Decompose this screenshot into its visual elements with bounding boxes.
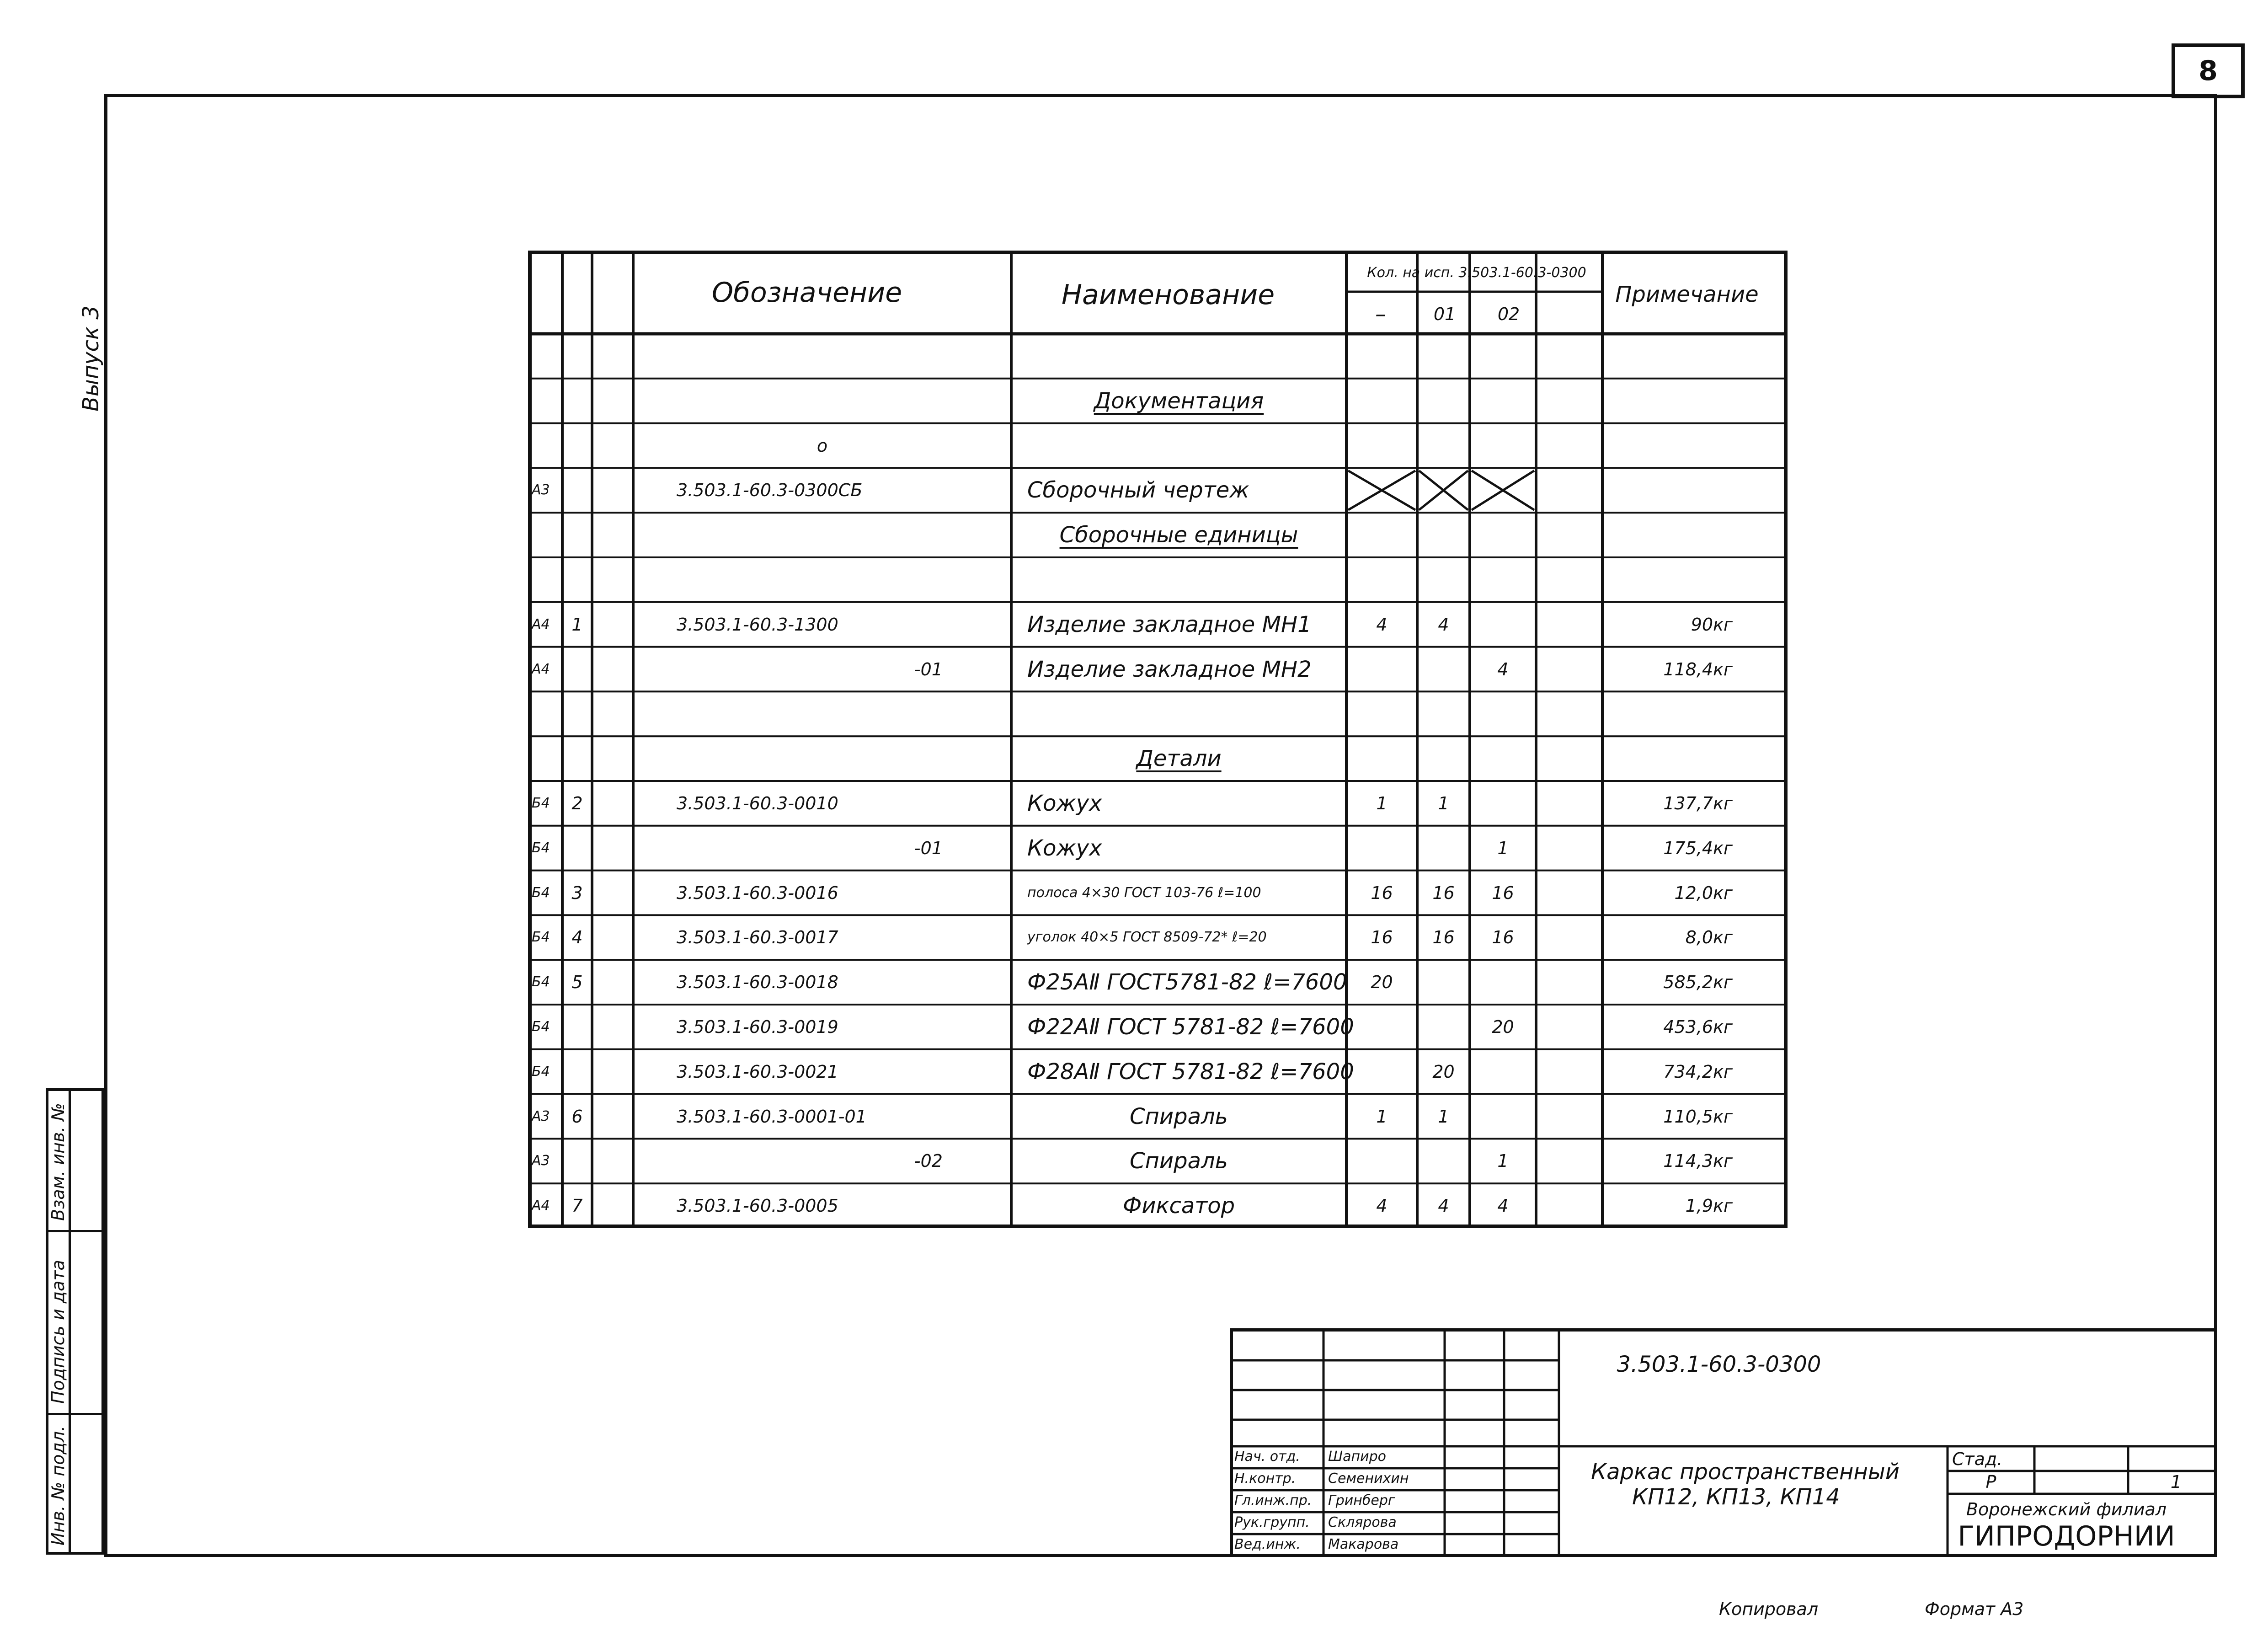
spec-cell-name: Сборочные единицы <box>1059 522 1298 548</box>
spec-cell-name: Изделие закладное МН1 <box>1027 611 1312 637</box>
spec-cell-pos: 2 <box>571 793 583 813</box>
spec-cell-des: 3.503.1-60.3-0010 <box>677 793 838 813</box>
spec-cell-fmt: А3 <box>532 1153 550 1169</box>
spec-cell-note: 585,2кг <box>1663 972 1733 993</box>
spec-cell-q3: 20 <box>1492 1016 1514 1037</box>
spec-cell-name: Спираль <box>1130 1103 1228 1129</box>
spec-cell-q2: 4 <box>1438 1196 1449 1216</box>
spec-cell-note: 118,4кг <box>1663 659 1733 679</box>
spec-cell-name: Фиксатор <box>1122 1193 1235 1219</box>
spec-cell-q2: 20 <box>1432 1061 1455 1082</box>
spec-cell-fmt: А3 <box>532 482 550 498</box>
spec-cell-fmt: А3 <box>532 1108 550 1124</box>
role-label: Нач. отд. <box>1234 1449 1300 1465</box>
spec-cell-q3: 1 <box>1497 1151 1509 1171</box>
spec-cell-q1: 20 <box>1371 972 1393 993</box>
spec-cell-q1: 4 <box>1376 614 1387 635</box>
spec-cell-name: Кожух <box>1027 790 1102 816</box>
spec-cell-name: Ф25АⅡ ГОСТ5781-82 ℓ=7600 <box>1027 969 1347 995</box>
header-note: Примечание <box>1615 282 1759 307</box>
spec-cell-name: Детали <box>1136 746 1222 772</box>
spec-cell-fmt: Б4 <box>532 929 550 946</box>
spec-cell-name: Документация <box>1094 388 1264 414</box>
spec-cell-fmt: А4 <box>532 616 550 632</box>
role-person: Макарова <box>1328 1536 1399 1552</box>
spec-cell-note: 12,0кг <box>1674 882 1733 903</box>
spec-cell-des: -01 <box>914 838 943 858</box>
header-exec-1: – <box>1375 301 1386 327</box>
header-qty-group: Кол. на исп. 3.503.1-60.3-0300 <box>1367 265 1586 281</box>
spec-cell-fmt: Б4 <box>532 884 550 901</box>
stamp-inv-repl: Взам. инв. № <box>48 1102 68 1221</box>
spec-cell-des: -02 <box>914 1151 943 1171</box>
side-label: Выпуск 3 <box>78 305 104 412</box>
spec-cell-q1: 4 <box>1376 1196 1387 1216</box>
spec-cell-pos: 1 <box>571 614 583 635</box>
spec-cell-des: 3.503.1-60.3-0019 <box>677 1016 838 1037</box>
title-doc-code: 3.503.1-60.3-0300 <box>1617 1352 1821 1377</box>
spec-cell-fmt: Б4 <box>532 840 550 856</box>
header-exec-3: 02 <box>1497 304 1520 324</box>
spec-cell-des: 3.503.1-60.3-0021 <box>677 1061 838 1082</box>
spec-cell-fmt: Б4 <box>532 974 550 990</box>
sheet-value: 1 <box>2170 1472 2182 1492</box>
spec-cell-q2: 1 <box>1438 793 1449 813</box>
spec-cell-note: 734,2кг <box>1663 1061 1733 1082</box>
spec-cell-pos: 7 <box>571 1196 583 1216</box>
spec-cell-q1: 16 <box>1371 882 1393 903</box>
spec-cell-des: 3.503.1-60.3-0300СБ <box>677 480 863 501</box>
spec-cell-q2: 16 <box>1432 882 1455 903</box>
copied-label: Копировал <box>1719 1599 1819 1619</box>
spec-cell-fmt: А4 <box>532 661 550 677</box>
spec-cell-q2: 16 <box>1432 927 1455 948</box>
role-label: Н.контр. <box>1234 1471 1296 1487</box>
spec-cell-note: 90кг <box>1691 614 1733 635</box>
spec-cell-q2: 1 <box>1438 1106 1449 1127</box>
role-label: Гл.инж.пр. <box>1234 1492 1312 1508</box>
spec-cell-pos: 3 <box>571 882 583 903</box>
spec-cell-name: Спираль <box>1130 1148 1228 1174</box>
spec-cell-q3: 4 <box>1497 1196 1509 1216</box>
spec-cell-name: уголок 40×5 ГОСТ 8509-72* ℓ=20 <box>1027 929 1267 946</box>
role-label: Вед.инж. <box>1234 1536 1301 1552</box>
spec-cell-des: 3.503.1-60.3-0016 <box>677 882 838 903</box>
spec-cell-note: 137,7кг <box>1663 793 1733 813</box>
spec-cell-fmt: А4 <box>532 1198 550 1214</box>
spec-cell-note: 114,3кг <box>1663 1151 1733 1171</box>
spec-cell-q1: 1 <box>1376 1106 1387 1127</box>
spec-cell-name: Ф22АⅡ ГОСТ 5781-82 ℓ=7600 <box>1027 1014 1354 1040</box>
spec-cell-fmt: Б4 <box>532 1063 550 1080</box>
spec-cell-name: полоса 4×30 ГОСТ 103-76 ℓ=100 <box>1027 884 1261 901</box>
role-person: Склярова <box>1328 1514 1397 1530</box>
header-designation: Обозначение <box>711 277 902 309</box>
role-person: Семенихин <box>1328 1471 1409 1487</box>
format-label: Формат А3 <box>1925 1599 2024 1619</box>
spec-cell-des: 3.503.1-60.3-0018 <box>677 972 838 993</box>
spec-cell-q2: 4 <box>1438 614 1449 635</box>
spec-cell-note: 453,6кг <box>1663 1016 1733 1037</box>
spec-table <box>528 251 1788 1228</box>
spec-cell-q1: 1 <box>1376 793 1387 813</box>
spec-cell-des: 3.503.1-60.3-1300 <box>677 614 838 635</box>
spec-cell-fmt: Б4 <box>532 795 550 811</box>
spec-cell-des: o <box>816 435 828 456</box>
role-label: Рук.групп. <box>1234 1514 1310 1530</box>
spec-cell-note: 8,0кг <box>1685 927 1733 948</box>
spec-cell-q1: 16 <box>1371 927 1393 948</box>
spec-cell-fmt: Б4 <box>532 1018 550 1035</box>
title-line-2: КП12, КП13, КП14 <box>1632 1484 1840 1510</box>
spec-cell-note: 110,5кг <box>1663 1106 1733 1127</box>
stage-value: Р <box>1985 1472 1996 1492</box>
spec-cell-q3: 16 <box>1492 882 1514 903</box>
spec-cell-note: 1,9кг <box>1685 1196 1733 1216</box>
spec-cell-q3: 4 <box>1497 659 1509 679</box>
spec-cell-pos: 6 <box>571 1106 583 1127</box>
stage-label: Стад. <box>1952 1449 2003 1469</box>
spec-cell-q3: 1 <box>1497 838 1509 858</box>
spec-cell-des: 3.503.1-60.3-0017 <box>677 927 838 948</box>
spec-cell-pos: 4 <box>571 927 583 948</box>
header-name: Наименование <box>1061 279 1275 311</box>
sheet-number: 8 <box>2199 55 2218 87</box>
stamp-inv-orig: Инв. № подл. <box>48 1425 68 1545</box>
org-line-2: ГИПРОДОРНИИ <box>1958 1520 2175 1552</box>
spec-cell-q3: 16 <box>1492 927 1514 948</box>
spec-cell-name: Сборочный чертеж <box>1027 477 1249 503</box>
title-line-1: Каркас пространственный <box>1591 1459 1900 1485</box>
role-person: Шапиро <box>1328 1449 1386 1465</box>
stamp-sign-date: Подпись и дата <box>48 1260 68 1404</box>
spec-cell-des: -01 <box>914 659 943 679</box>
spec-cell-des: 3.503.1-60.3-0001-01 <box>677 1106 867 1127</box>
spec-cell-pos: 5 <box>571 972 583 993</box>
header-exec-2: 01 <box>1433 304 1456 324</box>
org-line-1: Воронежский филиал <box>1966 1499 2167 1519</box>
spec-cell-name: Изделие закладное МН2 <box>1027 656 1312 682</box>
spec-cell-des: 3.503.1-60.3-0005 <box>677 1196 838 1216</box>
spec-cell-name: Кожух <box>1027 835 1102 861</box>
spec-cell-name: Ф28АⅡ ГОСТ 5781-82 ℓ=7600 <box>1027 1059 1354 1085</box>
role-person: Гринберг <box>1328 1492 1395 1508</box>
spec-cell-note: 175,4кг <box>1663 838 1733 858</box>
